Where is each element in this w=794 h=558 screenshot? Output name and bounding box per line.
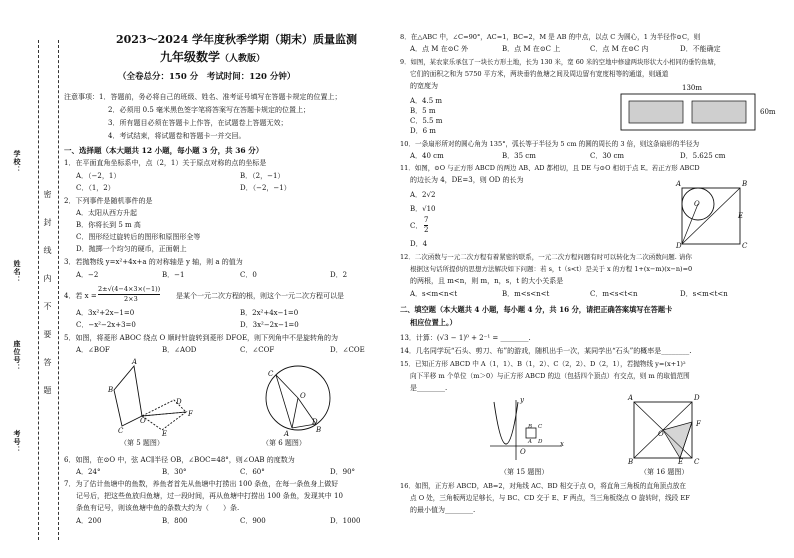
q7-line-3: 条鱼有记号，则该鱼塘中鱼的条数大约为（ ）条. [76,504,240,512]
seat-label: 座位号： [13,340,22,372]
q4-fraction-top: 2±√(4−4×3×(−1)) [98,285,161,293]
q15-line-3: 是________. [410,384,448,392]
q11-fig-a: A [676,180,682,188]
q3-option-b: B．−1 [162,271,185,279]
q4-option-c: C．−x²−2x+3=0 [76,321,136,329]
q9-line-1: 9．如图，某农家乐承包了一块长方形土地，长为 130 米，宽 60 米的空地中修建两块形状大小相同的垂钓鱼塘， [400,58,721,66]
q7-option-b: B．800 [162,517,188,525]
fig6-caption: （第 6 题图） [262,439,306,447]
q7-option-d: D．1000 [330,517,361,525]
q3-option-d: D．2 [330,271,348,279]
q10-option-a: A．40 cm [410,152,444,160]
note-4: 4．考试结束，将试题卷和答题卡一并交回。 [108,132,246,140]
figure-16-square [630,400,700,462]
figure-5-rhombus [96,360,206,435]
q2-option-a: A．太阳从西方升起 [76,209,138,217]
q4-stem-a: 4．若 x = [64,292,97,300]
q5-option-a: A．∠BOF [76,346,110,354]
line-od [682,204,698,244]
q11-option-d: D．4 [410,240,428,248]
q1-stem: 1．在平面直角坐标系中，点（2，1）关于原点对称的点的坐标是 [64,159,267,167]
triangle-oef [663,422,692,458]
fig15-label-o: O [520,448,526,456]
edition: （人教版） [220,54,266,64]
fig15-caption: （第 15 题图） [500,468,549,476]
name-label: 姓名： [13,260,22,284]
q11-option-a: A．2√2 [410,191,436,199]
q8-option-c: C．点 M 在⊙C 内 [590,45,649,53]
q6-option-a: A．24° [76,468,101,476]
fig15-label-c: C [538,424,543,430]
seal-line-outer [38,40,39,540]
note-1: 注意事项：1．答题前，务必将自己的班级、姓名、准考证号填写在答题卡规定的位置上； [64,93,342,101]
q3-stem: 3．若抛物线 y=x²+4x+a 的对称轴是 y 轴，则 a 的值为 [64,258,243,266]
q8-option-d: D．不能确定 [680,45,721,53]
q12-option-a: A．s<m<n<t [410,290,458,298]
fig16-label-e: E [678,458,684,466]
q6-option-c: C．60° [240,468,265,476]
pond-left [629,101,683,123]
q8-option-a: A．点 M 在⊙C 外 [410,45,469,53]
q2-option-b: B．你将长到 5 m 高 [76,221,141,229]
q6-option-d: D．90° [330,468,356,476]
q11-line-1: 11．如图，⊙O 与正方形 ABCD 的两边 AB、AD 都相切，且 DE 与⊙O 相切于点 E。若正方形 ABCD [400,164,700,172]
fig15-label-d: D [538,439,543,445]
figure-15-parabola [486,398,566,462]
q16-line-3: 的最小值为________. [410,506,476,514]
page-title: 2023～2024 学年度秋季学期（期末）质量监测 [116,33,358,46]
q2-stem: 2．下列事件是随机事件的是 [64,197,153,205]
q3-option-a: A．−2 [76,271,99,279]
q12-line-2: 根据这句话所提供的思想方法解决如下问题：若 s，t（s<t）是关于 x 的方程 1+(x−m)(x−n)=0 [410,265,693,273]
line-de [682,188,740,244]
seal-line-inner [58,40,59,540]
q12-option-b: B．m<s<n<t [502,290,550,298]
q9-option-a: A．4.5 m [410,97,443,105]
section-2-heading: 二、填空题（本大题共 4 小题，每小题 4 分，共 16 分，请把正确答案填写在答题卡 [400,305,673,314]
rhombus-oef [142,412,186,430]
q5-stem: 5．如图，将菱形 ABOC 绕点 O 顺时针旋转到菱形 DFOE，则下列角中不是旋转角的为 [64,334,339,342]
fig5-label-o: O [140,417,146,425]
fig16-caption: （第 16 题图） [640,468,689,476]
q6-option-b: B．30° [162,468,187,476]
q9-option-c: C．5.5 m [410,117,443,125]
q11-fig-e: E [738,212,744,220]
fig5-label-e: E [162,430,168,438]
q11-fig-c: C [742,242,748,250]
q8-stem: 8．在△ABC 中，∠C=90°，AC=1，BC=2，M 是 AB 的中点，以点 C 为圆心，1 为半径作⊙C，则 [400,33,701,41]
q1-option-b: B．（2，−1） [240,172,285,180]
fig5-label-f: F [188,410,193,418]
fig15-label-a: A [528,439,532,445]
q11-option-b: B．√10 [410,205,436,213]
q9-option-d: D．6 m [410,127,436,135]
q9-line-3: 的宽度为 [410,82,438,90]
q7-line-2: 记号后，把这些鱼放归鱼塘，过一段时间，再从鱼塘中打捞出 100 条鱼，发现其中 10 [76,492,343,500]
q10-option-c: C．30 cm [590,152,625,160]
q7-line-1: 7．为了估计鱼塘中的鱼数，养鱼者首先从鱼塘中打捞出 100 条鱼，在每一条鱼身上做好 [64,480,339,488]
fig5-label-a: A [132,358,138,366]
q7-option-c: C．900 [240,517,266,525]
q2-option-d: D．抛掷一个均匀的硬币，正面朝上 [76,245,187,253]
fig16-label-f: F [696,420,701,428]
fig5-caption: （第 5 题图） [120,439,164,447]
fig6-label-o: O [300,392,306,400]
q6-stem: 6．如图，在⊙O 中，弦 AC∥半径 OB，∠BOC=48°，则∠OAB 的度数为 [64,456,295,464]
fig16-label-b: B [628,458,634,466]
fig16-label-o: O [658,430,664,438]
q4-option-a: A．3x²+2x−1=0 [76,309,135,317]
radius-oa [292,398,298,428]
q11-fig-o: O [694,200,700,208]
q12-option-c: C．m<s<t<n [590,290,638,298]
section-2-heading-cont: 相应位置上。） [410,318,457,327]
q5-option-c: C．∠COF [240,346,275,354]
fig6-label-c: C [268,370,274,378]
fig16-label-c: C [694,458,700,466]
q13: 13．计算：(√3 − 1)⁰ + 2⁻¹ = ________. [400,334,531,342]
q4-option-d: D．3x²−2x−1=0 [240,321,299,329]
school-label: 学校： [13,150,22,174]
subject-name: 九年级数学 [160,50,221,64]
q16-line-1: 16．如图，正方形 ABCD，AB=2，对角线 AC、BD 相交于点 O，将直角三角板的直角顶点放在 [400,482,686,490]
fig5-label-c: C [118,427,124,435]
q4-option-b: B．2x²+4x−1=0 [240,309,299,317]
fig6-label-d: D [312,418,318,426]
q9-line-2: 它们的面积之和为 5750 平方米，两块垂钓鱼塘之间及周边留有宽度相等的通道，则通道 [410,70,669,78]
q4-stem-b: 是某个一元二次方程的根，则这个一元二次方程可以是 [176,292,344,300]
seal-warning: 密 封 线 内 不 要 答 题 [43,190,52,400]
q3-option-c: C．0 [240,271,257,279]
q10-option-d: D．5.625 cm [680,152,726,160]
exam-no-label: 考号： [13,430,22,454]
fig15-label-y: y [520,396,524,404]
q9-option-b: B．5 m [410,107,436,115]
q11-option-c-prefix: C． [410,222,423,230]
q8-option-b: B．点 M 在⊙C 上 [502,45,561,53]
q9-length-label: 130m [682,84,702,92]
q12-line-1: 12．二次函数与一元二次方程有着紧密的联系，一元二次方程问题有时可以转化为二次函数问题. 请你 [400,253,692,261]
note-3: 3．所有题目必须在答题卡上作答，在试题卷上答题无效； [108,119,288,127]
section-1-heading: 一、选择题（本大题共 12 小题，每小题 3 分，共 36 分） [64,146,264,155]
q1-option-a: A．（−2，1） [76,172,121,180]
q9-width-label: 60m [760,108,776,116]
q14: 14．几名同学玩“石头、剪刀、布”的游戏，随机出手一次，某同学出“石头”的概率是________. [400,347,692,355]
q2-option-c: C．图形经过旋转后的图形和原图形全等 [76,233,201,241]
q7-option-a: A．200 [76,517,102,525]
fig15-label-x: x [560,440,564,448]
score-time: （全卷总分：150 分 考试时间：120 分钟） [118,72,296,82]
fig6-label-a: A [284,430,290,438]
q11-figure [676,186,746,248]
q11-line-2: 的边长为 4，DE=3，则 OD 的长为 [410,176,524,184]
q5-option-d: D．∠COE [330,346,365,354]
fig5-label-b: B [108,386,114,394]
note-2: 2．必须用 0.5 毫米黑色签字笔将答案写在答题卡规定的位置上； [108,106,311,114]
fig15-label-b: B [528,424,533,430]
q12-line-3: 的两根，且 m<n，则 m，n，s，t 的大小关系是 [410,277,564,285]
q11-option-c-den: 2 [424,226,429,234]
fig16-label-a: A [628,394,634,402]
q11-fig-d: D [676,242,682,250]
subject-title [160,50,265,66]
q16-line-2: 点 O 处，三角板两边足够长，与 BC、CD 交于 E、F 两点，当三角板绕点 O 旋转时，线段 EF [410,494,690,502]
parabola-curve [494,402,518,444]
q5-option-b: B．∠AOD [162,346,197,354]
q15-line-1: 15．已知正方形 ABCD 中 A（1，1）、B（1，2）、C（2，2）、D（2，1），若抛物线 y=(x+1)² [400,360,686,368]
q12-option-d: D．s<m<t<n [680,290,728,298]
pond-right [692,101,746,123]
q1-option-d: D．（−2，−1） [240,184,291,192]
q15-line-2: 向下平移 m 个单位（m＞0）与正方形 ABCD 的边（包括四个顶点）有交点，则 m 的取值范围 [410,372,690,380]
fig6-label-b: B [316,426,322,434]
q10-option-b: B．35 cm [502,152,536,160]
q1-option-c: C．（1，2） [76,184,115,192]
rhombus-abo [114,366,142,426]
q10-stem: 10．一条扇形所对的圆心角为 135°，弧长等于半径为 5 cm 的圆的周长的 3 倍，则这条扇形的半径为 [400,140,700,148]
q4-fraction-bottom: 2×3 [124,295,138,303]
q11-fig-b: B [742,180,748,188]
q11-option-c-num: 7 [424,216,429,224]
fig16-label-d: D [694,394,700,402]
fig5-label-d: D [176,398,182,406]
q9-land-figure [620,93,758,133]
